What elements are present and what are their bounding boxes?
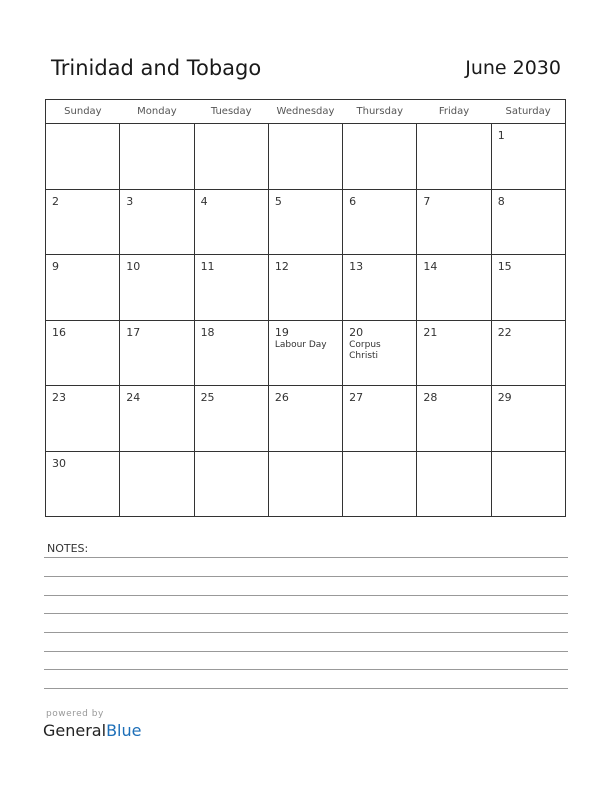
weekday-saturday: Saturday — [491, 100, 565, 124]
week-row — [46, 386, 566, 452]
day-cell — [343, 255, 417, 321]
day-cell — [417, 124, 491, 190]
powered-by-text: powered by — [46, 709, 104, 719]
day-number: 8 — [497, 194, 505, 208]
day-cell — [120, 320, 194, 386]
day-cell — [46, 189, 120, 255]
note-line — [44, 669, 568, 670]
note-line — [44, 688, 568, 689]
day-cell — [417, 386, 491, 452]
day-cell — [491, 386, 565, 452]
day-cell — [417, 189, 491, 255]
day-number: 6 — [349, 194, 357, 208]
day-cell — [120, 124, 194, 190]
week-row — [46, 320, 566, 386]
day-number: 1 — [497, 129, 505, 142]
day-cell — [491, 451, 565, 517]
day-cell — [194, 124, 268, 190]
day-cell — [491, 124, 565, 190]
note-line — [44, 632, 568, 633]
weekday-wednesday: Wednesday — [268, 100, 342, 124]
day-cell — [268, 124, 342, 190]
weekday-header-row — [46, 100, 566, 124]
day-cell — [343, 124, 417, 190]
day-number: 2 — [52, 194, 59, 208]
day-cell — [194, 320, 268, 386]
day-cell — [268, 320, 342, 386]
calendar-grid — [45, 99, 566, 517]
note-line — [44, 613, 568, 614]
day-cell — [417, 255, 491, 321]
day-cell — [491, 255, 565, 321]
day-cell — [491, 189, 565, 255]
day-number: 25 — [200, 391, 215, 404]
day-cell — [491, 320, 565, 386]
day-cell — [46, 255, 120, 321]
day-cell — [46, 320, 120, 386]
day-number: 7 — [423, 194, 431, 208]
day-number: 13 — [349, 260, 364, 273]
month-title: June 2030 — [465, 57, 561, 79]
brand-general: General — [43, 721, 107, 740]
day-number: 17 — [126, 325, 141, 339]
day-number: 10 — [126, 260, 141, 273]
day-number: 9 — [52, 260, 59, 273]
day-cell — [120, 189, 194, 255]
day-number: 24 — [126, 391, 141, 404]
day-cell — [268, 189, 342, 255]
week-row — [46, 255, 566, 321]
note-line — [44, 651, 568, 652]
weekday-monday: Monday — [120, 100, 194, 124]
day-cell — [268, 386, 342, 452]
note-line — [44, 595, 568, 596]
day-number: 12 — [274, 260, 289, 273]
weekday-thursday: Thursday — [343, 100, 417, 124]
day-cell — [194, 189, 268, 255]
day-cell — [343, 386, 417, 452]
day-cell — [343, 189, 417, 255]
day-number: 28 — [423, 391, 438, 404]
day-number: 21 — [423, 325, 438, 339]
day-cell — [268, 255, 342, 321]
day-number: 11 — [200, 260, 215, 273]
week-row — [46, 124, 566, 190]
country-title: Trinidad and Tobago — [51, 56, 262, 80]
note-line — [44, 576, 568, 577]
weekday-friday: Friday — [417, 100, 491, 124]
day-cell — [194, 386, 268, 452]
holiday-label: Labour Day — [274, 339, 327, 350]
day-cell — [46, 386, 120, 452]
weekday-sunday: Sunday — [46, 100, 120, 124]
day-cell — [120, 255, 194, 321]
note-line — [44, 557, 568, 558]
brand-blue: Blue — [106, 721, 142, 740]
day-cell — [417, 320, 491, 386]
day-number: 22 — [497, 325, 512, 339]
day-number: 26 — [274, 391, 289, 404]
day-cell — [120, 386, 194, 452]
day-cell — [343, 451, 417, 517]
day-number: 20 — [349, 325, 364, 339]
brand-logo — [43, 721, 141, 740]
day-cell — [120, 451, 194, 517]
day-number: 23 — [52, 391, 66, 404]
day-number: 18 — [200, 325, 215, 339]
day-cell — [46, 451, 120, 517]
notes-label: NOTES: — [47, 542, 89, 555]
weekday-tuesday: Tuesday — [194, 100, 268, 124]
day-number: 16 — [52, 325, 66, 339]
day-number: 19 — [274, 325, 289, 339]
day-cell — [343, 320, 417, 386]
day-number: 5 — [274, 194, 282, 208]
day-number: 27 — [349, 391, 364, 404]
week-row — [46, 451, 566, 517]
holiday-label: Corpus Christi — [349, 339, 381, 361]
day-number: 14 — [423, 260, 438, 273]
day-number: 29 — [497, 391, 512, 404]
week-row — [46, 189, 566, 255]
day-cell — [268, 451, 342, 517]
day-cell — [194, 451, 268, 517]
day-cell — [46, 124, 120, 190]
day-number: 4 — [200, 194, 208, 208]
day-cell — [417, 451, 491, 517]
day-cell — [194, 255, 268, 321]
day-number: 3 — [126, 194, 134, 208]
day-number: 15 — [497, 260, 512, 273]
day-number: 30 — [52, 456, 66, 470]
